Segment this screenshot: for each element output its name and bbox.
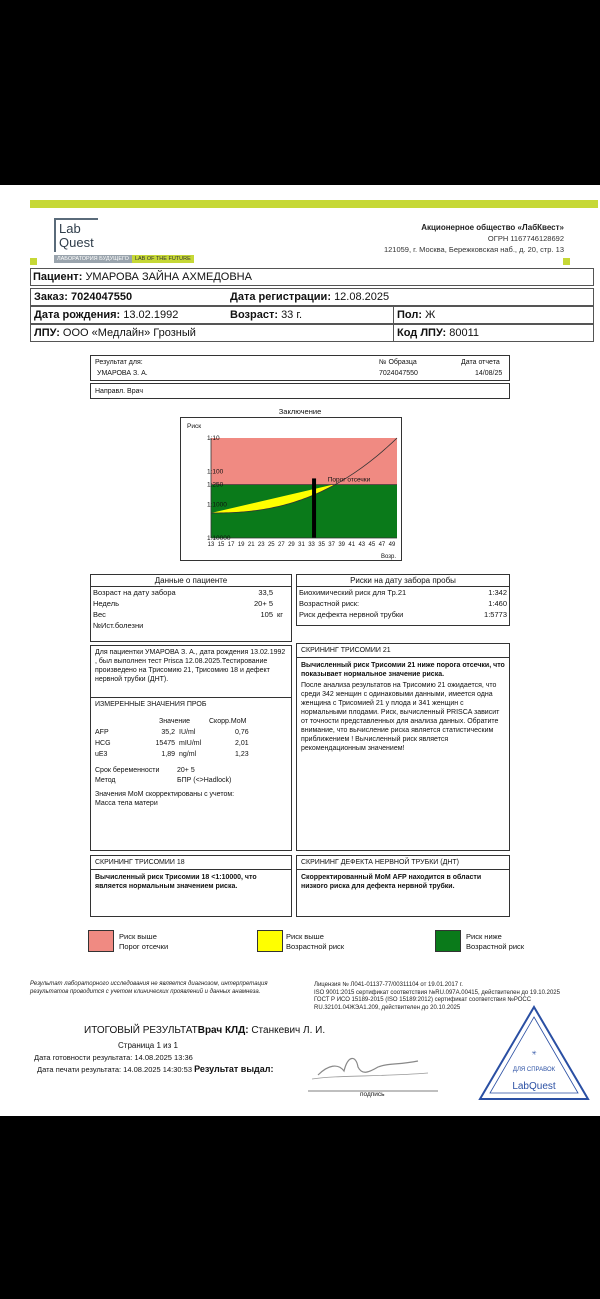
x-tick-label: 15 [217,542,225,548]
pd-unit: кг [277,610,284,619]
tagline-green: LAB OF THE FUTURE [132,255,194,263]
final-result-line [84,1025,325,1036]
order-number: 7024047550 [70,291,133,303]
print-date: 14.08.2025 14:30:53 [123,1065,192,1074]
x-tick-label: 33 [308,542,315,548]
y-tick-label: 1:250 [207,481,224,489]
analyte-name: AFP [95,729,109,736]
pd-unit [275,598,291,609]
x-tick-label: 19 [237,542,245,548]
reg-date: 12.08.2025 [334,291,390,303]
legend-yellow-line2: Возрастной риск [286,942,345,951]
pd-value: 33,5 [258,588,273,597]
risk-value: 1:342 [488,588,507,597]
doctor-label: Врач КЛД: [197,1025,249,1036]
risks-table [297,587,509,620]
green-marker-left [30,258,37,265]
lpu-row [30,324,594,342]
risk-label: Возрастной риск: [299,599,360,608]
measured-row [95,728,285,739]
ready-label: Дата готовности результата: [34,1053,133,1062]
risk-label: Риск дефекта нервной трубки [299,610,404,619]
x-tick-label: 21 [247,542,255,548]
lab-report-page [0,185,600,1116]
stamp-text: ДЛЯ СПРАВОК [512,1067,556,1073]
measured-row [95,739,285,750]
sex: Ж [425,309,436,321]
mom-note: Значения МоМ скорректированы с учетом: [95,791,235,798]
tagline-grey: ЛАБОРАТОРИЯ БУДУЩЕГО [54,255,132,263]
dob: 13.02.1992 [123,309,179,321]
report-header [90,355,510,381]
x-tick-label: 23 [257,542,265,548]
patient-data-table [91,587,291,631]
order-row [30,288,594,306]
company-ogrn: ОГРН 1167746128692 [487,234,564,243]
result-for: УМАРОВА З. А. [97,370,148,377]
t21-explanation: После анализа результатов на Трисомию 21 ожидается, что среди 342 женщин с одинаковыми данными, имеется одна женщина с Трисомией 21 у плода и 341 женщин с нормальными плодами. Риск, вычисленный PRISCA зависит от точности представленных для анализа данных. Обратите внимание, что вычисление риска является статистическим приближением ! Вычисленный риск является рекомендационным значением! [301,682,500,752]
green-marker-right [563,258,570,265]
x-tick-label: 45 [368,542,376,548]
legend-red-text [119,932,168,952]
analyte-value: 1,89 [161,751,175,758]
x-axis-label: Возр. [381,554,397,560]
t21-conclusion: Вычисленный риск Трисомии 21 ниже порога отсечки, что показывает нормальное значение риска. [301,662,505,678]
ready-date-line [34,1053,193,1062]
legend-green-line2: Возрастной риск [466,942,525,951]
y-axis-label: Риск [187,423,202,430]
lpu-name: ООО «Медлайн» Грозный [62,327,196,339]
pd-label: Вес [93,610,106,619]
x-tick-label: 43 [358,542,366,548]
patient-data-title: Данные о пациенте [91,575,291,587]
ga-value: 20+ 5 [177,767,195,774]
referring-doctor-label: Направл. Врач [95,388,144,395]
risk-row [297,609,509,620]
x-tick-label: 29 [288,542,295,548]
measured-rows [95,728,285,761]
ga-label: Срок беременности [95,767,160,774]
method-label: Метод [95,777,116,784]
patient-name-row [30,268,594,286]
analyte-mom: 0,76 [235,729,249,736]
measured-col-mom: Скорр.МоМ [209,718,247,725]
risk-row [297,598,509,609]
brand-top-bar [30,200,598,208]
legend-green-text [466,932,524,952]
x-tick-label: 47 [378,542,386,548]
patient-data-row [91,587,291,598]
t18-title: СКРИНИНГ ТРИСОМИИ 18 [91,856,291,870]
labquest-stamp [476,1003,592,1103]
measured-title: ИЗМЕРЕННЫЕ ЗНАЧЕНИЯ ПРОБ [95,701,207,708]
risk-value: 1:460 [488,599,507,608]
cutoff-label: Порог отсечки [327,476,371,484]
legend-yellow-line1: Риск выше [286,932,324,941]
analyte-value: 35,2 [161,729,175,736]
x-tick-label: 41 [348,542,356,548]
x-tick-label: 37 [328,542,335,548]
reg-date-label: Дата регистрации: [230,291,331,303]
y-tick-label: 1:10 [207,435,220,442]
mom-note-2: Масса тела матери [95,800,158,807]
legend-red-line2: Порог отсечки [119,942,169,951]
stamp-star: ✳ [531,1051,537,1057]
lpu-label: ЛПУ: [34,327,60,339]
lpu-code: 80011 [449,327,480,339]
logo-line-1: Lab [59,221,81,236]
stamp-logo: LabQuest [512,1081,556,1092]
dob-label: Дата рождения: [34,309,121,321]
issued-by-label: Результат выдал: [194,1064,274,1074]
t21-box [296,643,510,851]
risks-title: Риски на дату забора пробы [297,575,509,587]
analyte-name: HCG [95,740,111,747]
order-label: Заказ: [34,291,68,303]
report-date-label: Дата отчета [461,359,500,366]
legend-swatch-yellow [257,930,283,952]
analyte-mom: 1,23 [235,751,249,758]
risk-row [297,587,509,598]
company-address: 121059, г. Москва, Бережковская наб., д. 20, стр. 13 [383,245,564,254]
dob-row [30,306,594,324]
age-label: Возраст: [230,309,278,321]
x-tick-label: 35 [318,542,325,548]
result-for-label: Результат для: [95,359,143,366]
patient-name: УМАРОВА ЗАЙНА АХМЕДОВНА [85,271,252,283]
license-3: ГОСТ Р ИСО 15189-2015 (ISO 15189:2012) сертификат соответствия №РОСС RU.32101.04ЖЭА1.209, действителен до 20.10.2025 [314,997,532,1011]
sample-label: № Образца [379,359,417,366]
ready-date: 14.08.2025 13:36 [134,1053,193,1062]
pd-label: Недель [93,599,120,608]
legend-red-line1: Риск выше [119,932,157,941]
pd-value [236,620,275,631]
x-tick-label: 39 [338,542,346,548]
legend-swatch-red [88,930,114,952]
ntd-title: СКРИНИНГ ДЕФЕКТА НЕРВНОЙ ТРУБКИ (ДНТ) [297,856,509,870]
ntd-box [296,855,510,917]
risk-value: 1:5773 [484,610,507,619]
print-label: Дата печати результата: [37,1065,122,1074]
logo-line-2: Quest [59,235,94,250]
patient-data-row [91,609,291,620]
sample-number: 7024047550 [379,370,418,377]
ntd-conclusion: Скорректированный МоМ AFP находится в области низкого риска для дефекта нервной трубки. [301,874,482,890]
patient-data-box [90,574,292,642]
analyte-value: 15475 [155,740,175,747]
x-tick-label: 49 [388,542,396,548]
x-tick-label: 25 [267,542,275,548]
doctor-name: Станкевич Л. И. [251,1025,326,1036]
risks-box [296,574,510,626]
age: 33 г. [281,309,303,321]
x-tick-label: 31 [298,542,305,548]
patient-name-label: Пациент: [33,271,83,283]
pd-unit [275,587,291,598]
summary-box [90,645,292,851]
y-tick-label: 1:10000 [207,535,231,542]
sex-label: Пол: [397,309,423,321]
risk-label: Биохимический риск для Тр.21 [299,588,407,597]
company-details [384,222,564,255]
final-result-label: ИТОГОВЫЙ РЕЗУЛЬТАТ [84,1025,198,1036]
pd-label: Возраст на дату забора [93,588,176,597]
pd-value: 20+ 5 [254,599,273,608]
labquest-logo [54,218,98,252]
chart-title: Заключение [278,407,322,416]
referring-doctor-row [90,383,510,399]
y-tick-label: 1:100 [207,468,224,476]
x-tick-label: 17 [227,542,235,548]
report-date: 14/08/25 [475,370,503,377]
summary-text: Для пациентки УМАРОВА З. А., дата рождения 13.02.1992 , был выполнен тест Prisca 12.08.2025.Тестирование произведено на Трисомию 21, Трисомию 18 и дефект нервной трубки (ДНТ). [91,646,291,698]
lpu-code-label: Код ЛПУ: [397,327,447,339]
t18-box [90,855,292,917]
analyte-unit: ng/ml [179,751,197,758]
x-tick-label: 13 [207,542,215,548]
logo-tagline [54,256,194,262]
legend-green-line1: Риск ниже [466,932,502,941]
pd-value: 105 [260,610,273,619]
t21-title: СКРИНИНГ ТРИСОМИИ 21 [297,644,509,658]
x-tick-label: 27 [278,542,285,548]
analyte-unit: IU/ml [179,729,196,736]
signature-label: подпись [360,1091,385,1098]
method-value: БПР (<>Hadlock) [177,777,232,784]
company-name: Акционерное общество «ЛабКвест» [421,223,564,232]
legend-yellow-text [286,932,344,952]
analyte-name: uE3 [95,751,108,758]
signature-image [308,1045,438,1095]
disclaimer: Результат лабораторного исследования не является диагнозом, интерпретация результатов проводится с учетом клинических проявлений и данных анамнеза. [30,981,268,995]
measured-col-value: Значение [159,718,191,725]
pd-label: №Ист.болезни [93,621,144,630]
y-tick-label: 1:1000 [207,501,227,509]
license-1: Лицензия № Л041-01137-77/00311104 от 19.01.2017 г. [314,982,463,988]
t18-conclusion: Вычисленный риск Трисомии 18 <1:10000, что является нормальным значением риска. [95,874,257,890]
risk-chart [181,418,403,562]
legend-swatch-green [435,930,461,952]
page-number: Страница 1 из 1 [118,1041,178,1050]
patient-data-row [91,620,291,631]
patient-marker [312,478,316,538]
pd-unit [275,620,291,631]
analyte-mom: 2,01 [235,740,249,747]
license-2: ISO 9001:2015 сертификат соответствия №RU.097A.00415, действителен до 19.10.2025 [314,989,560,996]
patient-data-row [91,598,291,609]
analyte-unit: mIU/ml [179,740,202,747]
risk-chart-frame [180,417,402,561]
measured-row [95,750,285,761]
print-date-line [37,1064,273,1074]
